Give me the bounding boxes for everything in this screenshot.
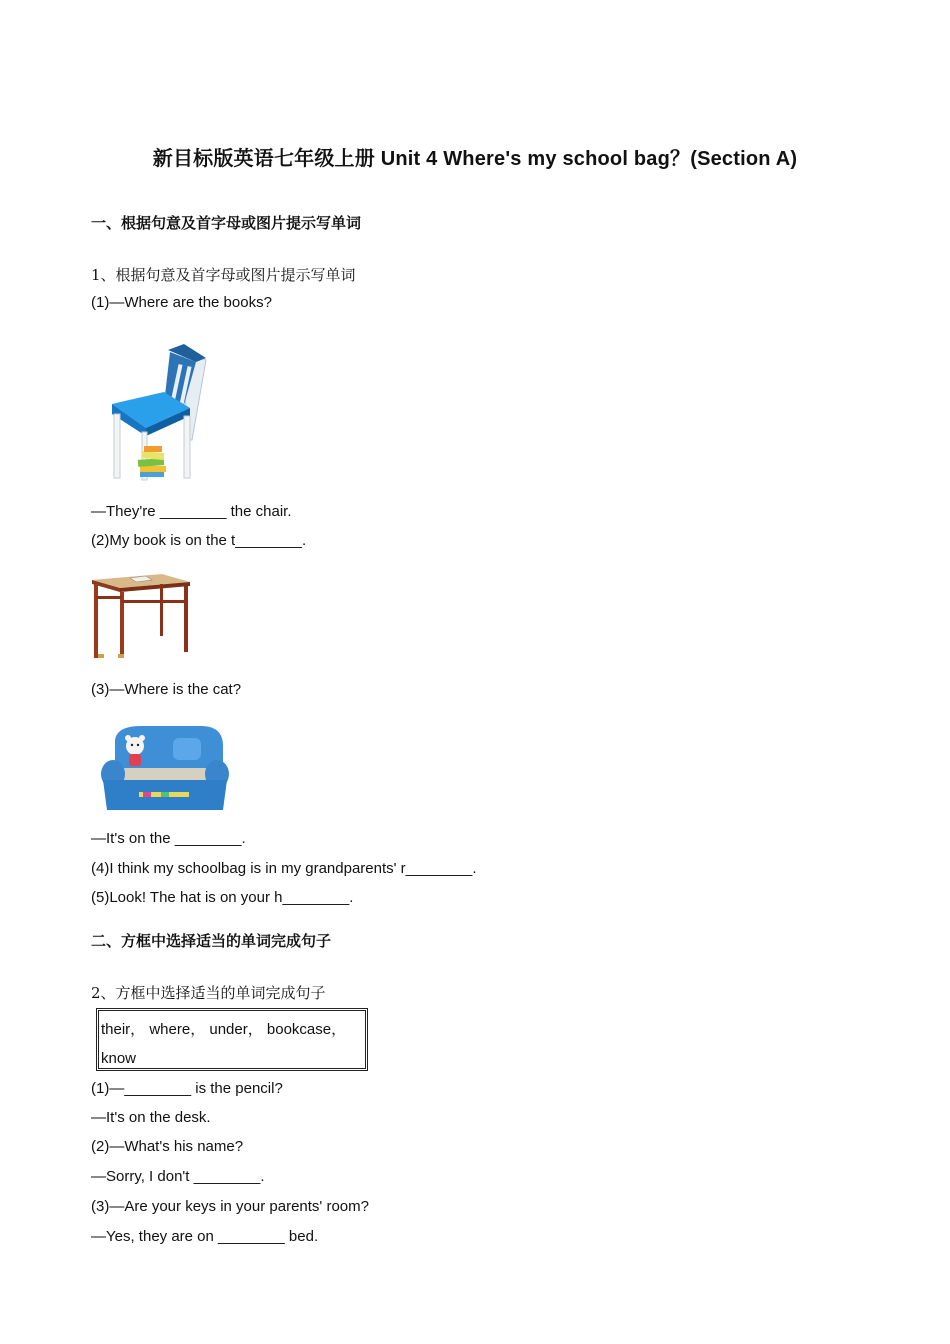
section1-question-intro: 1、根据句意及首字母或图片提示写单词	[91, 266, 356, 284]
s1-q3-prompt: (3)—Where is the cat?	[91, 681, 242, 698]
s2-q1-prompt: (1)—________ is the pencil?	[91, 1080, 283, 1097]
s2-q1-answer: —It's on the desk.	[91, 1109, 211, 1126]
s2-q2-prompt: (2)—What's his name?	[91, 1138, 244, 1155]
s1-q1-answer: —They're ________ the chair.	[91, 503, 292, 520]
word-bank-box	[96, 1008, 368, 1071]
word-bank-line-2: know	[101, 1050, 137, 1067]
section1-heading: 一、根据句意及首字母或图片提示写单词	[91, 214, 362, 232]
table-image	[90, 572, 192, 662]
s2-q2-answer: —Sorry, I don't ________.	[91, 1168, 265, 1185]
section2-heading: 二、方框中选择适当的单词完成句子	[91, 932, 332, 950]
s1-q3-answer: —It's on the ________.	[91, 830, 246, 847]
page-title: 新目标版英语七年级上册 Unit 4 Where's my school bag？(Section A)	[152, 148, 798, 170]
s1-q2: (2)My book is on the t________.	[91, 532, 307, 549]
s2-q3-prompt: (3)—Are your keys in your parents' room?	[91, 1198, 369, 1215]
sofa-image	[101, 720, 229, 812]
s1-q4: (4)I think my schoolbag is in my grandparents' r________.	[91, 860, 477, 877]
s1-q1-prompt: (1)—Where are the books?	[91, 294, 272, 311]
word-bank-line-1: their， where， under， bookcase，	[101, 1021, 347, 1038]
section2-question-intro: 2、方框中选择适当的单词完成句子	[91, 984, 326, 1002]
s1-q5: (5)Look! The hat is on your h________.	[91, 889, 354, 906]
s2-q3-answer: —Yes, they are on ________ bed.	[91, 1228, 319, 1245]
chair-image	[104, 340, 214, 482]
